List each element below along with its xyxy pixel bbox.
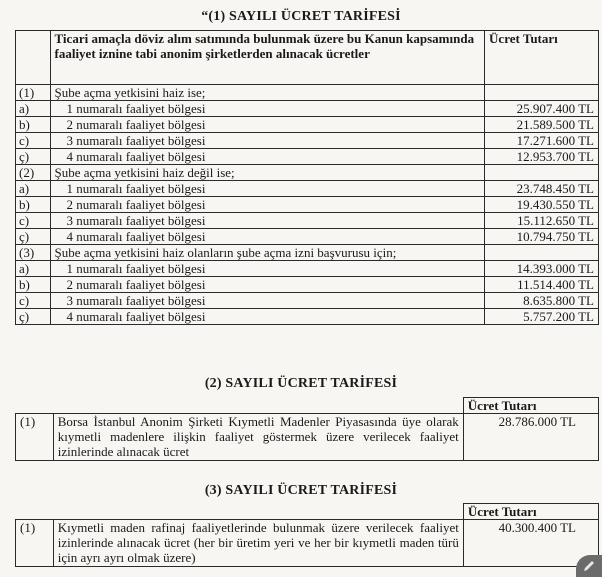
table-row [16,277,599,293]
row-label: 4 numaralı faaliyet bölgesi [50,149,485,165]
table-row [16,197,599,213]
table-row [16,213,599,229]
section-amount-empty [485,165,599,181]
row-amount: 8.635.800 TL [485,293,599,309]
row-number: ç) [16,149,51,165]
section-number: (3) [16,245,51,261]
pencil-icon-glyph [582,559,596,573]
tariff-1-table [15,30,599,325]
section-row [16,165,599,181]
row-number: (1) [16,520,54,567]
table-header-row [16,504,599,520]
section-label: Şube açma yetkisini haiz ise; [50,85,485,101]
row-label: 2 numaralı faaliyet bölgesi [50,277,485,293]
section-amount-empty [485,85,599,101]
row-number: (1) [16,414,54,461]
table-row [16,229,599,245]
section-label: Şube açma yetkisini haiz olanların şube açma izni başvurusu için; [50,245,485,261]
row-amount: 15.112.650 TL [485,213,599,229]
row-amount: 19.430.550 TL [485,197,599,213]
row-amount: 25.907.400 TL [485,101,599,117]
row-label: 1 numaralı faaliyet bölgesi [50,261,485,277]
tariff-1-title: “(1) SAYILI ÜCRET TARİFESİ [201,9,401,24]
row-label: 2 numaralı faaliyet bölgesi [50,197,485,213]
section-label: Şube açma yetkisini haiz değil ise; [50,165,485,181]
row-number: c) [16,133,51,149]
row-label: 3 numaralı faaliyet bölgesi [50,133,485,149]
section-row [16,245,599,261]
row-number: b) [16,197,51,213]
table-row [16,293,599,309]
row-number: ç) [16,229,51,245]
row-label: 1 numaralı faaliyet bölgesi [50,101,485,117]
tariff-2-title: (2) SAYILI ÜCRET TARİFESİ [204,376,398,391]
row-number: a) [16,181,51,197]
row-amount: 10.794.750 TL [485,229,599,245]
row-label: 2 numaralı faaliyet bölgesi [50,117,485,133]
header-amount: Ücret Tutarı [463,398,598,414]
pencil-icon[interactable] [576,555,602,577]
row-description: Kıymetli maden rafinaj faaliyetlerinde bulunmak üzere verilecek faaliyet izinlerinde alınacak ücret (her bir üretim yeri ve her bir kıymetli maden türü için ayrı ayrı olmak üzere) [53,520,463,567]
table-row [16,520,599,567]
section-number: (1) [16,85,51,101]
row-amount: 14.393.000 TL [485,261,599,277]
row-label: 1 numaralı faaliyet bölgesi [50,181,485,197]
table-row [16,181,599,197]
table-header-row [16,31,599,85]
row-amount: 21.589.500 TL [485,117,599,133]
section-number: (2) [16,165,51,181]
row-amount: 5.757.200 TL [485,309,599,325]
header-amount: Ücret Tutarı [485,31,599,85]
tariff-3-table [15,503,599,567]
table-row [16,117,599,133]
row-label: 4 numaralı faaliyet bölgesi [50,229,485,245]
tariff-2-table [15,397,599,461]
row-number: a) [16,101,51,117]
row-amount: 12.953.700 TL [485,149,599,165]
header-description: Ticari amaçla döviz alım satımında bulunmak üzere bu Kanun kapsamında faaliyet iznine tabi anonim şirketlerden alınacak ücretler [50,31,485,85]
row-number: b) [16,117,51,133]
row-amount: 17.271.600 TL [485,133,599,149]
row-label: 4 numaralı faaliyet bölgesi [50,309,485,325]
row-number: b) [16,277,51,293]
row-description: Borsa İstanbul Anonim Şirketi Kıymetli Madenler Piyasasında üye olarak kıymetli madenlere ilişkin faaliyet göstermek üzere verilecek faaliyet izinlerinde alınacak ücret [53,414,463,461]
row-number: c) [16,213,51,229]
table-row [16,414,599,461]
row-label: 3 numaralı faaliyet bölgesi [50,293,485,309]
section-amount-empty [485,245,599,261]
table-row [16,261,599,277]
row-number: c) [16,293,51,309]
row-amount: 11.514.400 TL [485,277,599,293]
header-amount: Ücret Tutarı [463,504,598,520]
row-amount: 40.300.400 TL [463,520,598,567]
table-row [16,101,599,117]
table-row [16,133,599,149]
row-number: a) [16,261,51,277]
row-amount: 23.748.450 TL [485,181,599,197]
table-row [16,309,599,325]
table-header-row [16,398,599,414]
section-row [16,85,599,101]
table-row [16,149,599,165]
row-amount: 28.786.000 TL [463,414,598,461]
row-number: ç) [16,309,51,325]
tariff-3-title: (3) SAYILI ÜCRET TARİFESİ [204,483,398,498]
row-label: 3 numaralı faaliyet bölgesi [50,213,485,229]
